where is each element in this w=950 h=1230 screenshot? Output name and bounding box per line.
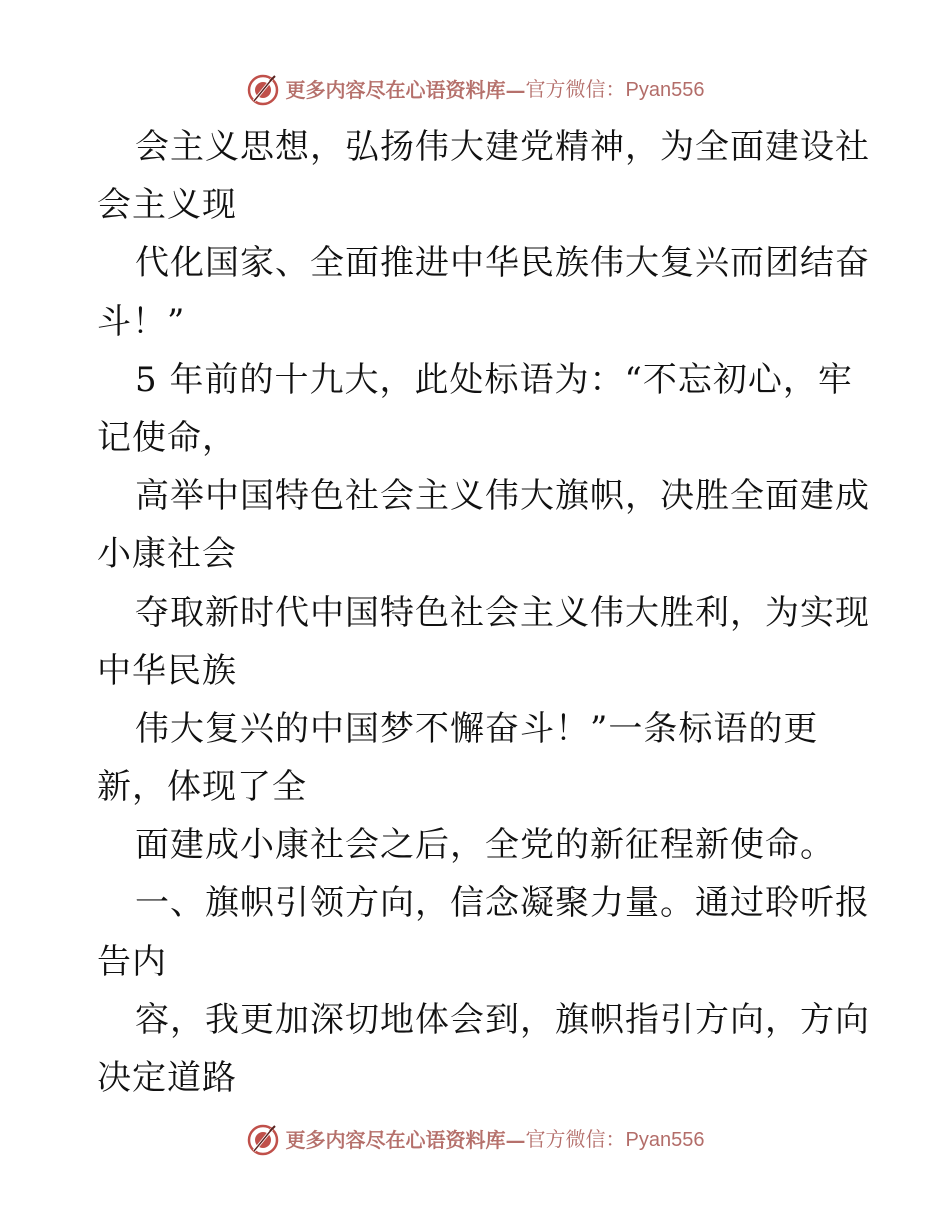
body-line: 中华民族	[97, 650, 237, 691]
body-line: 决定道路	[97, 1058, 237, 1098]
body-line: 容，我更加深切地体会到，旗帜指引方向，方向	[135, 999, 870, 1040]
body-line: 高举中国特色社会主义伟大旗帜，决胜全面建成	[135, 476, 870, 517]
header-watermark-text	[286, 80, 705, 100]
footer-watermark-left: 更多内容尽在心语资料库—	[285, 1128, 526, 1152]
body-line: 夺取新时代中国特色社会主义伟大胜利，为实现	[135, 592, 870, 633]
body-line: 代化国家、全面推进中华民族伟大复兴而团结奋	[135, 243, 870, 284]
pen-seal-icon	[246, 1123, 280, 1157]
body-line: 新，体现了全	[97, 767, 307, 808]
header-watermark-right: 官方微信：Pyan556	[525, 79, 705, 101]
body-line: 小康社会	[97, 534, 237, 575]
footer-watermark-right: 官方微信：Pyan556	[525, 1129, 705, 1151]
body-line: 斗！”	[97, 301, 186, 342]
body-line: 记使命，	[97, 417, 237, 458]
body-line: 告内	[97, 941, 167, 982]
footer-watermark-text	[286, 1130, 705, 1150]
body-line: 伟大复兴的中国梦不懈奋斗！”一条标语的更	[135, 708, 819, 749]
page-header-watermark	[0, 70, 950, 110]
body-line: 5 年前的十九大，此处标语为：“不忘初心，牢	[135, 359, 853, 400]
header-watermark-left: 更多内容尽在心语资料库—	[285, 78, 526, 102]
pen-seal-icon	[246, 73, 280, 107]
body-line: 面建成小康社会之后，全党的新征程新使命。	[135, 825, 835, 866]
body-line: 一、旗帜引领方向，信念凝聚力量。通过聆听报	[135, 883, 870, 924]
body-line: 会主义思想，弘扬伟大建党精神，为全面建设社	[135, 127, 870, 167]
page-footer-watermark	[0, 1120, 950, 1160]
document-body	[97, 118, 870, 1107]
body-line: 会主义现	[97, 185, 237, 226]
